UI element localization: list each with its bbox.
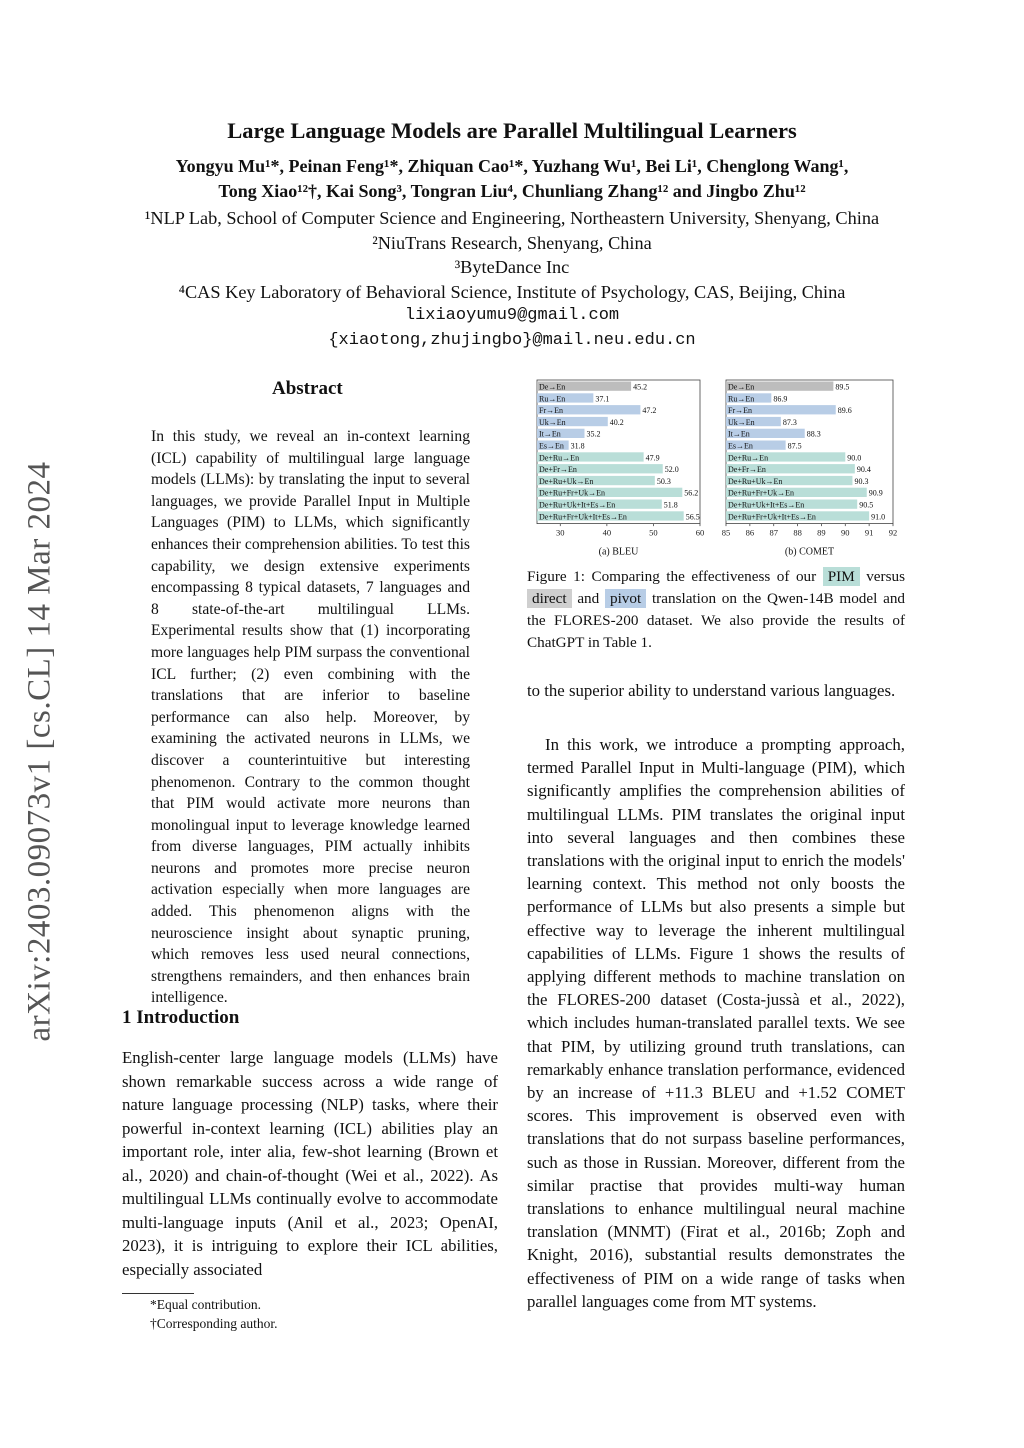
chart-subtitle: (a) BLEU [598, 546, 639, 558]
bar-category-label: De+Ru+Fr+Uk+It+Es→En [728, 512, 816, 522]
bar-category-label: Ru→En [539, 394, 566, 404]
col2-paragraph-1: to the superior ability to understand various languages. [527, 681, 896, 700]
bar-value-label: 37.1 [595, 394, 610, 404]
affiliation-1: ¹NLP Lab, School of Computer Science and Engineering, Northeastern University, Shenyang, China [144, 208, 880, 228]
caption-and: and [577, 590, 600, 607]
section-heading-introduction: 1 Introduction [122, 1007, 240, 1028]
bar-value-label: 31.8 [570, 441, 585, 451]
bar-value-label: 90.3 [854, 476, 869, 486]
col2-paragraph-2: In this work, we introduce a prompting approach, termed Parallel Input in Multi-language (PIM), which significantly amplifies the comprehension abilities of multilingual LLMs. PIM translates the original input into several languages and then combines these translations with the original input to enrich the models' learning context. This method not only boosts the performance of LLMs but also presents a simple but effective way to leverage the inherent multilingual capabilities of LLMs. Figure 1 shows the results of applying different methods to machine translation on the FLORES-200 dataset (Costa-jussà et al., 2022), which includes human-translated parallel texts. We see that PIM, by utilizing ground truth translations, can remarkably enhance translation performance, evidenced by an increase of +11.3 BLEU and +1.52 COMET scores. This improvement is observed even with translations that do not surpass baseline performances, such as those in Russian. Moreover, different from the similar practise that provides multi-way human translations to enhance multilingual neural machine translation (MNMT) (Firat et al., 2016b; Zoph and Knight, 2016), substantial results demonstrates the effectiveness of PIM on a wide range of tasks when parallel languages come from MT systems. [527, 735, 905, 1311]
paper-title: Large Language Models are Parallel Multilingual Learners [227, 118, 797, 143]
bar-category-label: De+Ru→En [728, 453, 769, 463]
x-tick-label: 89 [817, 527, 826, 538]
bar-value-label: 47.2 [642, 406, 657, 416]
bar-value-label: 87.3 [782, 417, 797, 427]
bar-value-label: 56.2 [684, 488, 699, 498]
bar-category-label: It→En [539, 429, 561, 439]
bar-category-label: De+Ru→En [539, 453, 580, 463]
bar-category-label: De+Ru+Uk→En [539, 476, 594, 486]
x-tick-label: 86 [745, 527, 755, 538]
caption-versus: versus [866, 568, 906, 585]
bar-category-label: De+Ru+Fr+Uk→En [728, 488, 794, 498]
x-tick-label: 87 [769, 527, 778, 538]
bar-category-label: De+Ru+Uk+It+Es→En [728, 500, 805, 510]
caption-pim-swatch: PIM [823, 567, 860, 586]
footnote-rule [122, 1293, 194, 1294]
caption-rest: translation on the Qwen-14B model and the FLORES-200 dataset. We also provide the results of ChatGPT in Table 1. [527, 590, 906, 651]
bar-value-label: 90.9 [868, 488, 883, 498]
bar-category-label: De+Fr→En [728, 465, 766, 475]
bar-category-label: De→En [539, 382, 566, 392]
bar-value-label: 90.4 [856, 465, 871, 475]
chart-comet [722, 380, 898, 558]
abstract-text: In this study, we reveal an in-context learning (ICL) capability of multilingual large language models (LLMs): by translating the input to several languages, we provide Parallel Input in Multiple Languages (PIM) to LLMs, which significantly enhances their comprehension abilities. To test this capability, we design extensive experiments encompassing 8 typical datasets, 7 languages and 8 state-of-the-art multilingual LLMs. Experimental results show that (1) incorporating more languages help PIM surpass the conventional ICL further; (2) even combining with the translations that are inferior to baseline performance can also help. Moreover, by examining the activated neurons in LLMs, we discover a counterintuitive but interesting phenomenon. Contrary to the common thought that PIM would activate more neurons than monolingual input to leverage knowledge learned from diverse languages, PIM actually inhibits neurons and promotes more precise neuron activation especially when more languages are added. This phenomenon aligns with the neuroscience insight about synaptic pruning, which removes less used neural connections, strengthens remainders, and then enhances brain intelligence. [151, 428, 470, 1007]
affiliation-3: ³ByteDance Inc [454, 257, 570, 277]
arxiv-stamp: arXiv:2403.09073v1 [cs.CL] 14 Mar 2024 [21, 461, 58, 1042]
x-tick-label: 40 [602, 527, 612, 538]
bar-value-label: 35.2 [586, 429, 601, 439]
bar-value-label: 88.3 [806, 429, 821, 439]
bar-category-label: De+Ru+Uk→En [728, 476, 783, 486]
x-tick-label: 30 [556, 527, 565, 538]
bar-category-label: Fr→En [539, 406, 563, 416]
bar-category-label: Es→En [539, 441, 564, 451]
bar-value-label: 52.0 [664, 465, 679, 475]
chart-bleu [537, 380, 704, 558]
bar-value-label: 89.5 [835, 382, 850, 392]
bar-category-label: De+Fr→En [539, 465, 577, 475]
bar-value-label: 51.8 [663, 500, 678, 510]
chart-subtitle: (b) COMET [784, 546, 835, 558]
x-tick-label: 60 [695, 527, 705, 538]
bar-value-label: 90.0 [847, 453, 862, 463]
bar-category-label: Uk→En [539, 417, 566, 427]
bar-value-label: 50.3 [656, 476, 671, 486]
x-tick-label: 92 [888, 527, 898, 538]
authors-line-1: Yongyu Mu¹*, Peinan Feng¹*, Zhiquan Cao¹*, Yuzhang Wu¹, Bei Li¹, Chenglong Wang¹, [175, 156, 849, 176]
abstract-heading: Abstract [272, 378, 343, 399]
bar-value-label: 90.5 [859, 500, 874, 510]
figure-1-caption [527, 566, 905, 654]
affiliation-4: ⁴CAS Key Laboratory of Behavioral Science, Institute of Psychology, CAS, Beijing, China [178, 281, 846, 302]
x-tick-label: 90 [841, 527, 850, 538]
x-tick-label: 85 [721, 527, 731, 538]
bar-category-label: Fr→En [728, 406, 752, 416]
bar-value-label: 40.2 [609, 417, 624, 427]
affiliations [0, 206, 1024, 353]
bar-value-label: 91.0 [871, 512, 886, 522]
bar-category-label: It→En [728, 429, 750, 439]
bar-category-label: De+Ru+Fr+Uk→En [539, 488, 605, 498]
bar-category-label: De→En [728, 382, 755, 392]
x-tick-label: 50 [649, 527, 658, 538]
caption-prefix: Figure 1: Comparing the effectiveness of our [527, 568, 817, 585]
figure-1 [530, 376, 906, 558]
email-1[interactable]: lixiaoyumu9@gmail.com [404, 306, 620, 325]
bar-value-label: 56.5 [685, 512, 700, 522]
author-list [0, 154, 1024, 204]
affiliation-2: ²NiuTrans Research, Shenyang, China [372, 232, 652, 253]
caption-direct-swatch: direct [527, 589, 572, 608]
email-2[interactable]: {xiaotong,zhujingbo}@mail.neu.edu.cn [328, 330, 696, 350]
bar-value-label: 86.9 [773, 394, 788, 404]
caption-pivot-swatch: pivot [605, 589, 646, 608]
bar-category-label: De+Ru+Fr+Uk+It+Es→En [539, 512, 627, 522]
footnote-corresponding-author: †Corresponding author. [150, 1316, 278, 1331]
x-tick-label: 91 [864, 527, 874, 538]
authors-line-2: Tong Xiao¹²†, Kai Song³, Tongran Liu⁴, Chunliang Zhang¹² and Jingbo Zhu¹² [218, 181, 806, 201]
bar-value-label: 47.9 [645, 453, 660, 463]
footnote-equal-contribution: *Equal contribution. [150, 1297, 261, 1312]
bar-value-label: 89.6 [837, 406, 852, 416]
bar-value-label: 45.2 [633, 382, 648, 392]
bar-category-label: Es→En [728, 441, 753, 451]
bar-category-label: Ru→En [728, 394, 755, 404]
x-tick-label: 88 [793, 527, 802, 538]
bar-category-label: De+Ru+Uk+It+Es→En [539, 500, 616, 510]
bar-category-label: Uk→En [728, 417, 755, 427]
bar-value-label: 87.5 [787, 441, 802, 451]
intro-paragraph-1: English-center large language models (LLMs) have shown remarkable success across a wide range of nature language processing (NLP) tasks, where their powerful in-context learning (ICL) abilities play an important role, inter alia, few-shot learning (Brown et al., 2020) and chain-of-thought (Wei et al., 2022). As multilingual LLMs continually evolve to accommodate multi-language inputs (Anil et al., 2023; OpenAI, 2023), it is intriguing to explore their ICL abilities, especially associated [122, 1048, 498, 1279]
